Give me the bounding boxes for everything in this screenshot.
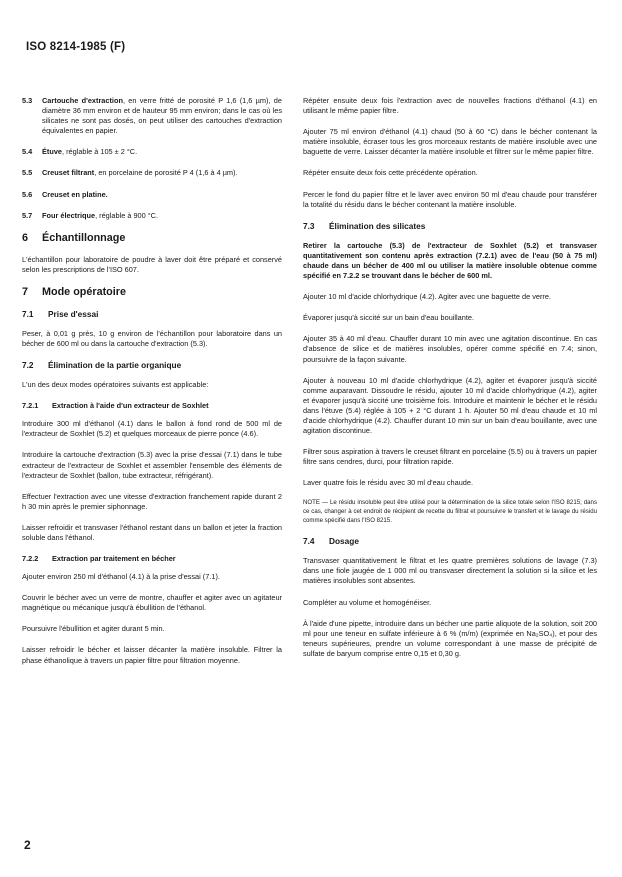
paragraph: Percer le fond du papier filtre et le laver avec environ 50 ml d'eau chaude pour transférer la totalité du résidu dans le bécher contenant la matière insoluble. (303, 189, 597, 209)
clause-number: 5.3 (22, 96, 33, 105)
clause-number: 5.6 (22, 189, 33, 199)
subsubsection-number: 7.2.1 (22, 401, 39, 411)
clause-text: , réglable à 105 ± 2 °C. (62, 147, 138, 157)
paragraph: Évaporer jusqu'à siccité sur un bain d'eau bouillante. (303, 313, 475, 323)
clause-5-5 (22, 168, 282, 178)
clause-number: 5.7 (22, 210, 33, 220)
clause-text: , en porcelaine de porosité P 4 (1,6 à 4 µm). (94, 168, 238, 178)
paragraph: Répéter ensuite deux fois cette précédente opération. (303, 168, 478, 178)
subsection-title: Prise d'essai (48, 308, 99, 319)
section-title: Mode opératoire (42, 285, 126, 298)
clause-text: , réglable à 900 °C. (95, 210, 159, 220)
section-heading-6 (22, 232, 282, 244)
subsubsection-title: Extraction par traitement en bécher (52, 554, 176, 564)
section-number: 7 (22, 285, 29, 298)
subsection-title: Élimination de la partie organique (48, 360, 182, 371)
subsubsection-number: 7.2.2 (22, 554, 39, 564)
paragraph: Poursuivre l'ébullition et agiter durant 5 min. (22, 624, 165, 634)
subsection-heading-7-3 (303, 221, 597, 231)
paragraph: L'un des deux modes opératoires suivants est applicable: (22, 380, 209, 390)
clause-5-3 (22, 96, 282, 136)
subsection-number: 7.1 (22, 308, 34, 319)
paragraph: À l'aide d'une pipette, introduire dans un bécher une partie aliquote de la solution, soit 200 ml pour une teneur en sulfate inférieure à 6 % (m/m) (exprimée en Na₂SO₄), et pour des teneurs supérieures, prendre un volume correspondant à une masse de précipité de sulfate de baryum comprise entre 0,15 et 0,30 g. (303, 618, 597, 658)
clause-title: Creuset filtrant (42, 168, 95, 178)
clause-text: , en verre fritté de porosité P 1,6 (1,6 µm), de diamètre 36 mm environ et de hauteur 95 mm environ; dans le cas où les silicates ne sont pas dosés, on peut utiliser des cartouches d'extraction équivalentes en papier. (42, 96, 282, 136)
paragraph: Ajouter 35 à 40 ml d'eau. Chauffer durant 10 min avec une agitation discontinue. En cas d'absence de silice et de matières insolubles, opérer comme spécifié en 7.4; sinon, poursuivre de la façon suivante. (303, 334, 597, 364)
clause-title: Four électrique (42, 210, 96, 220)
document-header: ISO 8214-1985 (F) (26, 41, 126, 53)
clause-number: 5.4 (22, 147, 33, 157)
clause-title: Étuve (42, 147, 62, 157)
right-column (303, 96, 597, 670)
section-number: 6 (22, 231, 29, 244)
paragraph: Ajouter environ 250 ml d'éthanol (4.1) à la prise d'essai (7.1). (22, 572, 220, 582)
subsection-title: Élimination des silicates (329, 220, 426, 231)
clause-number: 5.5 (22, 168, 33, 178)
paragraph: Compléter au volume et homogénéiser. (303, 597, 432, 607)
paragraph: Répéter ensuite deux fois l'extraction avec de nouvelles fractions d'éthanol (4.1) en utilisant le même papier filtre. (303, 96, 597, 116)
paragraph: Filtrer sous aspiration à travers le creuset filtrant en porcelaine (5.5) ou à travers un papier filtre sans cendres, durci, pour filtration rapide. (303, 447, 597, 467)
clause-title: Cartouche d'extraction (42, 96, 123, 105)
paragraph: Laisser refroidir le bécher et laisser décanter la matière insoluble. Filtrer la phase éthanolique à travers un papier filtre pour filtration moyenne. (22, 645, 282, 665)
subsubsection-heading-7-2-2 (22, 554, 282, 563)
paragraph: Laisser refroidir et transvaser l'éthanol restant dans un ballon et jeter la fraction soluble dans l'éthanol. (22, 522, 282, 542)
subsection-number: 7.4 (303, 536, 315, 547)
subsection-number: 7.3 (303, 220, 315, 231)
subsection-number: 7.2 (22, 360, 34, 371)
subsection-heading-7-2 (22, 360, 282, 370)
paragraph: Ajouter 10 ml d'acide chlorhydrique (4.2). Agiter avec une baguette de verre. (303, 292, 551, 302)
page-number: 2 (24, 838, 31, 852)
subsection-heading-7-1 (22, 309, 282, 319)
section-title: Échantillonnage (42, 231, 126, 244)
paragraph: Laver quatre fois le résidu avec 30 ml d'eau chaude. (303, 478, 474, 488)
clause-title: Creuset en platine. (42, 189, 108, 199)
section-heading-7 (22, 286, 282, 298)
subsection-heading-7-4 (303, 536, 597, 546)
subsubsection-title: Extraction à l'aide d'un extracteur de Soxhlet (52, 401, 209, 411)
paragraph: Ajouter à nouveau 10 ml d'acide chlorhydrique (4.2), agiter et évaporer jusqu'à siccité comme auparavant. Dissoudre le résidu, ajouter 10 ml d'acide chlorhydrique (4.2), agiter et évaporer jusqu'à siccité une troisième fois. Introduire et maintenir le bécher et le résidu dans l'étuve (5.4) réglée à 105 + 2 °C durant 1 h. Ajouter 50 ml d'eau chaude et 10 ml d'acide chlorhydrique (4.2). Chauffer durant 10 min sur un bain d'eau bouillante, avec une agitation discontinue. (303, 375, 597, 436)
paragraph: Effectuer l'extraction avec une vitesse d'extraction franchement rapide durant 2 h 30 min après le premier siphonnage. (22, 491, 282, 511)
paragraph: Peser, à 0,01 g près, 10 g environ de l'échantillon pour laboratoire dans un bécher de 600 ml ou dans la cartouche d'extraction (5.3). (22, 328, 282, 349)
clause-5-6 (22, 190, 282, 200)
paragraph: Couvrir le bécher avec un verre de montre, chauffer et agiter avec un agitateur magnétique ou mécanique jusqu'à ébullition de l'éthanol. (22, 593, 282, 613)
left-column (22, 96, 282, 677)
paragraph: Transvaser quantitativement le filtrat et les quatre premières solutions de lavage (7.3) dans une fiole jaugée de 1 000 ml ou transvaser directement la solution si la silice et les matières insolubles sont absentes. (303, 556, 597, 586)
paragraph: Retirer la cartouche (5.3) de l'extracteur de Soxhlet (5.2) et transvaser quantitativement son contenu après extraction (7.2.1) avec de l'eau (50 à 75 ml) chaude dans un bécher de 400 ml ou utiliser la matière insoluble obtenue comme spécifié en 7.2.2 se trouvant dans le bécher de 600 ml. (303, 240, 597, 281)
note: NOTE — Le résidu insoluble peut être utilisé pour la détermination de la silice totale selon l'ISO 8215; dans ce cas, changer à cet endroit de récipient de recette du filtrat et poursuivre le transfert et le lavage du résidu comme spécifié dans l'ISO 8215. (303, 499, 597, 524)
paragraph: Introduire 300 ml d'éthanol (4.1) dans le ballon à fond rond de 500 ml de l'extracteur de Soxhlet (5.2) et quelques morceaux de pierre ponce (4.6). (22, 419, 282, 439)
paragraph: Ajouter 75 ml environ d'éthanol (4.1) chaud (50 à 60 °C) dans le bécher contenant la matière insoluble, écraser tous les gros morceaux restants de matière insoluble avec une baguette de verre. Laisser décanter la matière insoluble et filtrer sur le même papier filtre. (303, 127, 597, 157)
clause-5-4 (22, 147, 282, 157)
clause-5-7 (22, 211, 282, 221)
paragraph: Introduire la cartouche d'extraction (5.3) avec la prise d'essai (7.1) dans le tube extracteur de l'extracteur de Soxhlet et assembler l'ensemble des éléments de l'extracteur de Soxhlet (ballon, tube extracteur, réfrigérant). (22, 450, 282, 480)
paragraph: L'échantillon pour laboratoire de poudre à laver doit être préparé et conservé selon les prescriptions de l'ISO 607. (22, 254, 282, 274)
subsubsection-heading-7-2-1 (22, 401, 282, 410)
subsection-title: Dosage (329, 536, 359, 547)
